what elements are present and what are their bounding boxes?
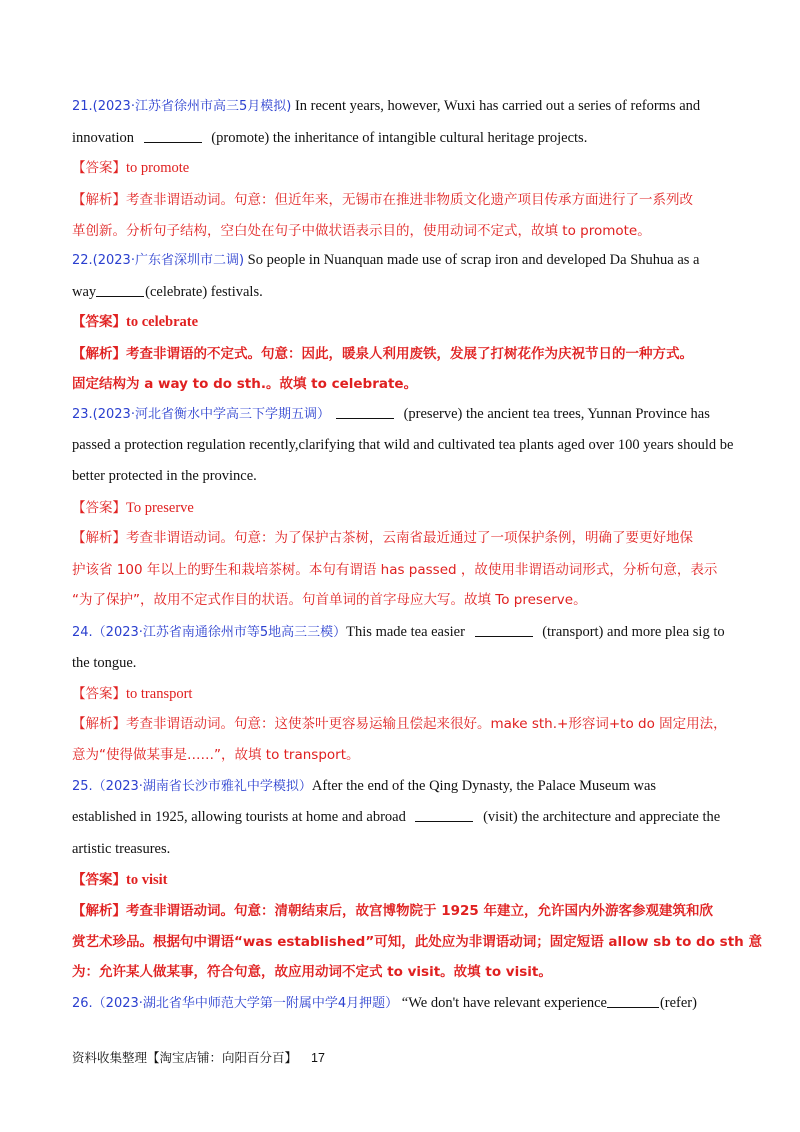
question-22-source: 22.(2023·广东省深圳市二调): [72, 253, 245, 268]
explanation-24-line-1: 【解析】考查非谓语动词。句意：这使茶叶更容易运输且偿起来很好。make sth.+形容词+to do 固定用法，: [72, 716, 727, 732]
question-26-source: 26.（2023·湖北省华中师范大学第一附属中学4月押题）: [72, 996, 399, 1011]
question-21-line-1: 21.(2023·江苏省徐州市高三5月模拟) In recent years, however, Wuxi has carried out a series of reforms and: [72, 98, 701, 114]
answer-blank: [607, 994, 659, 1008]
question-26-line-1: 26.（2023·湖北省华中师范大学第一附属中学4月押题） “We don't have relevant experience (refer): [72, 995, 697, 1011]
explanation-25-line-1: 【解析】考查非谓语动词。句意：清朝结束后，故宫博物院于 1925 年建立，允许国内外游客参观建筑和欣: [72, 903, 713, 919]
question-21-source: 21.(2023·江苏省徐州市高三5月模拟): [72, 99, 292, 114]
explanation-23-line-3: “为了保护”，故用不定式作目的状语。句首单词的首字母应大写。故填 To preserve。: [72, 592, 587, 608]
explanation-21-line-2: 革创新。分析句子结构，空白处在句子中做状语表示目的，使用动词不定式，故填 to promote。: [72, 223, 651, 239]
explanation-23-line-2: 护该省 100 年以上的野生和栽培茶树。本句有谓语 has passed ，故使用非谓语动词形式，分析句意，表示: [72, 562, 718, 578]
answer-22: 【答案】to celebrate: [72, 314, 199, 330]
answer-blank: [336, 405, 394, 419]
answer-25: 【答案】to visit: [72, 872, 168, 888]
question-23-line-3: better protected in the province.: [72, 468, 257, 484]
question-23-line-2: passed a protection regulation recently,clarifying that wild and cultivated tea plants aged over 100 years should be: [72, 437, 734, 453]
question-21-line-2: innovation (promote) the inheritance of intangible cultural heritage projects.: [72, 130, 588, 146]
question-25-line-2: established in 1925, allowing tourists at home and abroad (visit) the architecture and appreciate the: [72, 809, 721, 825]
explanation-25-line-3: 为：允许某人做某事，符合句意，故应用动词不定式 to visit。故填 to visit。: [72, 964, 552, 980]
explanation-22-line-2: 固定结构为 a way to do sth.。故填 to celebrate。: [72, 376, 418, 392]
question-22-line-1: 22.(2023·广东省深圳市二调) So people in Nuanquan made use of scrap iron and developed Da Shuhua as a: [72, 252, 700, 268]
answer-23: 【答案】To preserve: [72, 500, 194, 516]
answer-24: 【答案】to transport: [72, 686, 193, 702]
page-number: 17: [311, 1051, 325, 1065]
answer-blank: [96, 283, 144, 297]
explanation-21-line-1: 【解析】考查非谓语动词。句意：但近年来，无锡市在推进非物质文化遗产项目传承方面进行了一系列改: [72, 192, 693, 208]
explanation-22-line-1: 【解析】考查非谓语的不定式。句意：因此，暖泉人利用废铁，发展了打树花作为庆祝节日的一种方式。: [72, 346, 693, 362]
question-22-line-2: way (celebrate) festivals.: [72, 284, 263, 300]
page-footer: [72, 1048, 325, 1066]
answer-blank: [415, 808, 473, 822]
question-25-line-1: 25.（2023·湖南省长沙市雅礼中学模拟）After the end of the Qing Dynasty, the Palace Museum was: [72, 778, 657, 794]
question-25-source: 25.（2023·湖南省长沙市雅礼中学模拟）: [72, 779, 312, 794]
question-24-source: 24.（2023·江苏省南通徐州市等5地高三三模）: [72, 625, 347, 640]
explanation-24-line-2: 意为“使得做某事是……”，故填 to transport。: [72, 747, 360, 763]
footer-text: 资料收集整理【淘宝店铺：向阳百分百】: [72, 1050, 298, 1065]
question-24-line-1: 24.（2023·江苏省南通徐州市等5地高三三模）This made tea easier (transport) and more plea sig to: [72, 624, 725, 640]
question-24-line-2: the tongue.: [72, 655, 137, 671]
explanation-23-line-1: 【解析】考查非谓语动词。句意：为了保护古茶树，云南省最近通过了一项保护条例，明确了要更好地保: [72, 530, 693, 546]
question-23-line-1: 23.(2023·河北省衡水中学高三下学期五调） (preserve) the ancient tea trees, Yunnan Province has: [72, 406, 710, 422]
answer-blank: [475, 623, 533, 637]
explanation-25-line-2: 赏艺术珍品。根据句中谓语“was established”可知，此处应为非谓语动词；固定短语 allow sb to do sth 意: [72, 934, 762, 950]
answer-blank: [144, 129, 202, 143]
answer-21: 【答案】to promote: [72, 160, 190, 176]
question-23-source: 23.(2023·河北省衡水中学高三下学期五调）: [72, 407, 330, 422]
question-25-line-3: artistic treasures.: [72, 841, 171, 857]
